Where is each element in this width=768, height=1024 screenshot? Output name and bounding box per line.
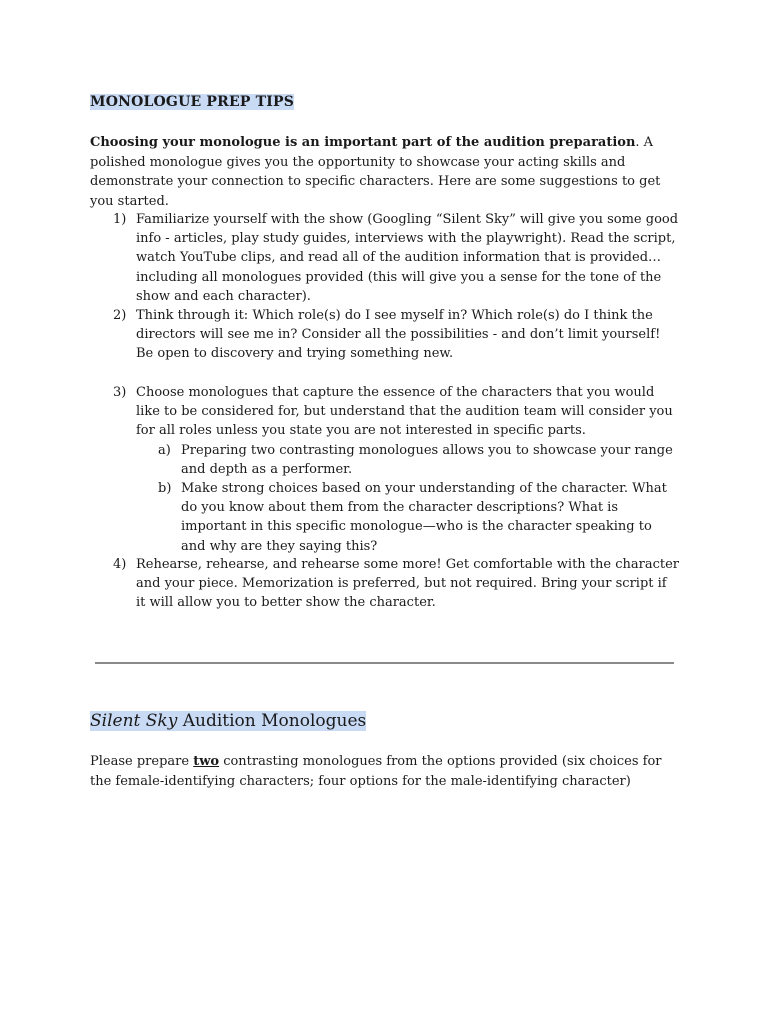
sub-item-a [136, 441, 680, 479]
step-number: 2) [113, 308, 127, 323]
tip-step-2 [90, 306, 680, 364]
section-heading-prep-tips [90, 93, 294, 112]
tip-step-4 [90, 555, 680, 613]
intro-bold-text: Choosing your monologue is an important part of the audition preparation [90, 135, 636, 150]
step-number: 3) [113, 385, 127, 400]
tip-step-1 [90, 210, 680, 306]
intro-rest-text: . A polished monologue gives you the opportunity to showcase your acting skills and demonstrate your connection to specific characters. Here are some suggestions to get you started. [90, 135, 661, 209]
tip-step-3 [90, 383, 680, 556]
sub-text: Preparing two contrasting monologues allows you to showcase your range and depth as a performer. [181, 442, 673, 477]
sub-letter: b) [158, 481, 172, 497]
intro-paragraph [90, 133, 680, 211]
sub-item-b [136, 479, 680, 556]
heading-rest: Audition Monologues [177, 711, 367, 731]
prepare-emphasis: two [193, 754, 220, 769]
step-number: 4) [113, 557, 127, 572]
heading-highlight [90, 711, 366, 731]
sub-text: Make strong choices based on your understanding of the character. What do you know about them from the character descriptions? What is important in this specific monologue—who is the character speaking to and why are they saying this? [181, 481, 667, 554]
step-text: Think through it: Which role(s) do I see myself in? Which role(s) do I think the directors will see me in? Consider all the possibilities - and don’t limit yourself! Be open to discovery and trying something new. [136, 308, 661, 362]
play-title: Silent Sky [90, 711, 178, 731]
prepare-paragraph [90, 752, 680, 791]
step-text: Familiarize yourself with the show (Googling “Silent Sky” will give you some good info - articles, play study guides, interviews with the playwright). Read the script, watch YouTube clips, and read all of the audition information that is provided…including all monologues provided (this will give you a sense for the tone of the show and each character). [136, 212, 679, 304]
step-number: 1) [113, 212, 127, 227]
section-heading-audition-monologues [90, 709, 366, 733]
prepare-text-before: Please prepare [90, 754, 194, 769]
sub-letter: a) [158, 442, 171, 458]
step-text: Rehearse, rehearse, and rehearse some more! Get comfortable with the character and your piece. Memorization is preferred, but not required. Bring your script if it will allow you to better show the character. [136, 557, 680, 611]
heading-text: MONOLOGUE PREP TIPS [90, 94, 295, 110]
step-text: Choose monologues that capture the essence of the characters that you would like to be considered for, but understand that the audition team will consider you for all roles unless you state you are not interested in specific parts. [136, 385, 673, 439]
prepare-text-after: contrasting monologues from the options provided (six choices for the female-identifying characters; four options for the male-identifying character) [90, 754, 662, 789]
horizontal-divider [95, 662, 674, 664]
